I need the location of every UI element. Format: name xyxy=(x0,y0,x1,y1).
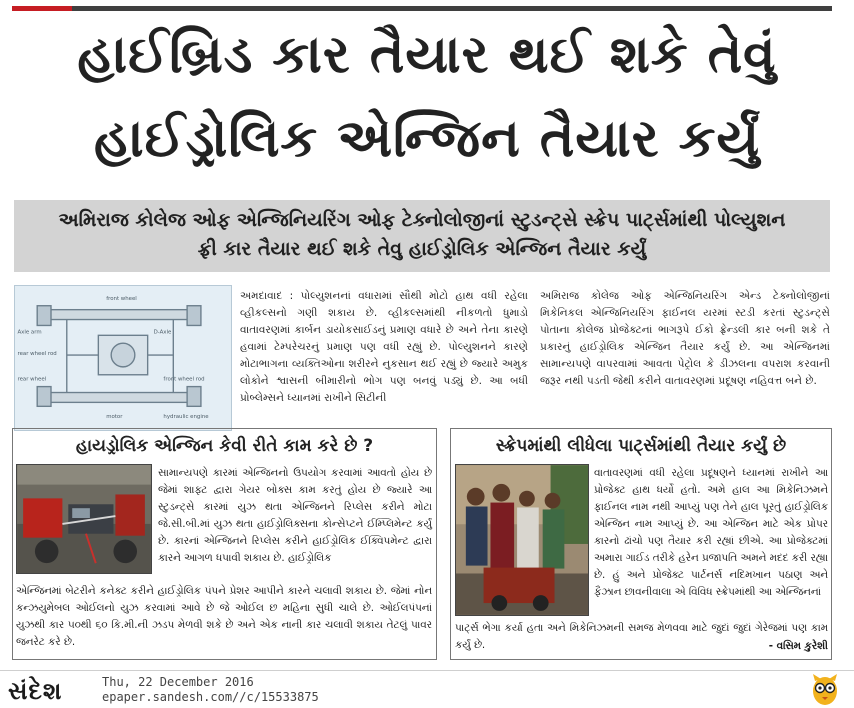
box2-side-text: વાતાવરણમાં વધી રહેલા પ્રદૂષણને ધ્યાનમાં રાખીને આ પ્રોજેક્ટ હાથ ધર્યો હતો. અમે હાલ આ મિકેનિઝમને ફાઈનલ નામ નથી આપ્યું પણ તેને હાલ પૂરતું હાઈડ્રોલિક એન્જિન નામ આપ્યું છે. આ એન્જિન માટે એક પ્રોપર કારનો ઢાંચો પણ તૈયાર કરી રહ્યાં છીએ. આ પ્રોજેક્ટમાં અમારા ગાઈડ તરીકે હરેન પ્રજાપતિ અમને મદદ કરી રહ્યા છે. હું અને પ્રોજેક્ટ પાર્ટનર્સ નદિમખાન પઠાણ અને ફૈઝાન છાવનીવાલા એ વિવિધ સ્ક્રેપમાંથી આ એન્જિનનાં xyxy=(594,467,828,598)
diagram-label-axle-arm: Axle arm xyxy=(17,329,42,336)
epaper-url[interactable]: epaper.sandesh.com//c/15533875 xyxy=(102,690,319,704)
box-title-scrap-parts: સ્ક્રેપમાંથી લીધેલા પાર્ટ્સમાંથી તૈયાર કર્યું છે xyxy=(495,436,787,456)
article-column-1: અમદાવાદ : પોલ્યુશનનાં વધારામાં સૌથી મોટો હાથ વધી રહેલા વ્હીકલ્સનો ગણી શકાય છે. વ્હીકલ્સમાંથી નીકળતો ધુમાડો વાતાવરણમાં કાર્બન ડાયોકસાઈડનું પ્રમાણ વધારે છે અને તેના કારણે હવામાં ટેમ્પરેચરનું પ્રમાણ પણ વધી રહ્યું છે. પોલ્યુશનને કારણે મોટાભાગના વ્યક્તિઓના શરીરને નુકસાન થઈ રહ્યું છે જ્યારે અમુક લોકોને શ્વાસની બીમારીનો ભોગ પણ બનવું પડ્યું છે. આ બધી પ્રોબ્લેમ્સને ધ્યાનમાં રાખીને સિટીની xyxy=(240,290,528,404)
diagram-label-front-wheel-rod: front wheel rod xyxy=(163,376,205,383)
diagram-label-rear-wheel-rod: rear wheel rod xyxy=(17,351,57,358)
headline-line-1: હાઈબ્રિડ કાર તૈયાર થઈ શકે તેવું xyxy=(77,25,777,85)
engine-photo xyxy=(16,464,152,574)
epaper-footer xyxy=(0,670,854,708)
diagram-label-motor: motor xyxy=(106,414,123,421)
engine-diagram xyxy=(14,285,232,431)
diagram-label-front-wheel: front wheel xyxy=(106,295,137,302)
sandesh-logo[interactable]: સંદેશ xyxy=(8,677,63,705)
engine-diagram-drawing xyxy=(15,286,231,430)
edition-date: Thu, 22 December 2016 xyxy=(102,675,254,689)
box2-full-text: પાર્ટ્સ ભેગા કર્યા હતા અને મિકેનિઝમની સમજ મેળવવા માટે જુદાં જુદાં ગેરેજમાં પણ કામ કર્યું છે. xyxy=(455,622,828,651)
box-title-how-it-works: હાયડ્રોલિક એન્જિન કેવી રીતે કામ કરે છે ? xyxy=(75,436,374,456)
subheadline-box xyxy=(14,200,830,272)
box1-full-text: એન્જિનમાં બેટરીને કનેક્ટ કરીને હાઈડ્રોલિક પંપને પ્રેશર આપીને કારને ચલાવી શકાય છે. જેમાં નોન કન્ઝયુમેબલ ઓઈલનો યુઝ કરવામાં આવે છે જે ઓઈલ છ મહિના સુધી ચાલે છે. ઓઈલપંપનાં યુઝથી કાર ૫૦થી ૬૦ કિ.મી.ની ઝડપ મેળવી શકે છે અને એક નાની કાર ચલાવી શકાય તેટલું પાવર જનરેટ કરે છે. xyxy=(16,585,432,648)
mascot-icon xyxy=(810,673,840,707)
subheadline-line-2: ફ્રી કાર તૈયાર થઈ શકે તેવુ હાઈડ્રોલિક એન્જિન તૈયાર કર્યું xyxy=(197,238,647,260)
headline-line-2: હાઈડ્રોલિક એન્જિન તૈયાર કર્યું xyxy=(93,109,761,169)
byline: - વસિમ કુરેશી xyxy=(768,640,828,652)
article-column-2: અમિરાજ કોલેજ ઓફ એન્જિનિયરિંગ એન્ડ ટેક્નોલોજીનાં મિકેનિકલ એન્જિનિયરિંગ ફાઈનલ યરમાં સ્ટડી કરતાં સ્ટુડન્ટ્સે પોતાના કોલેજ પ્રોજેક્ટનાં ભાગરૂપે ઈકો ફ્રેન્ડલી કાર બની શકે તે પ્રકારનું હાઈડ્રોલિક એન્જિન તૈયાર કર્યું છે. આ એન્જિનમાં સામાન્યપણે વાપરવામાં આવતા પેટ્રોલ કે ડીઝલના વપરાશ કરવાની જરૂર નથી પડતી જેથી કરીને વાતાવરણમાં પ્રદૂષણ નહિવત્ત બને છે. xyxy=(540,290,830,387)
subheadline-line-1: અમિરાજ કોલેજ ઓફ એન્જિનિયરિંગ ઓફ ટેક્નોલોજીનાં સ્ટુડન્ટ્સે સ્ક્રેપ પાર્ટ્સમાંથી પોલ્યુશન xyxy=(58,209,786,231)
diagram-label-d-axle: D-Axle xyxy=(153,329,172,336)
engine-photo-image xyxy=(17,465,151,573)
students-photo xyxy=(455,464,589,616)
diagram-label-rear-wheel: rear wheel xyxy=(17,376,47,383)
diagram-label-hydraulic-engine: hydraulic engine xyxy=(163,414,209,421)
top-rule xyxy=(12,6,832,11)
students-photo-image xyxy=(456,465,588,615)
top-rule-accent xyxy=(12,6,72,11)
box1-side-text: સામાન્યપણે કારમાં એન્જિનનો ઉપયોગ કરવામાં આવતો હોય છે જેમાં શાફ્ટ દ્વારા ગેયર બોક્સ કામ કરતું હોય છે જ્યારે આ સ્ટુડન્ટ્સે કારમાં યુઝ થતા એન્જિનને રિપ્લેસ કરીને મોટા જે.સી.બી.માં યુઝ થતા હાઈડ્રોલિક્સના કોન્સેપ્ટને ઈમ્પ્લિમેન્ટ કર્યું છે. કારનાં એન્જિનને રિપ્લેસ કરીને હાઈડ્રોલિક ઈક્વિપમેન્ટ દ્વારા કારને આગળ ધપાવી શકાય છે. હાઈડ્રોલિક xyxy=(158,467,432,564)
